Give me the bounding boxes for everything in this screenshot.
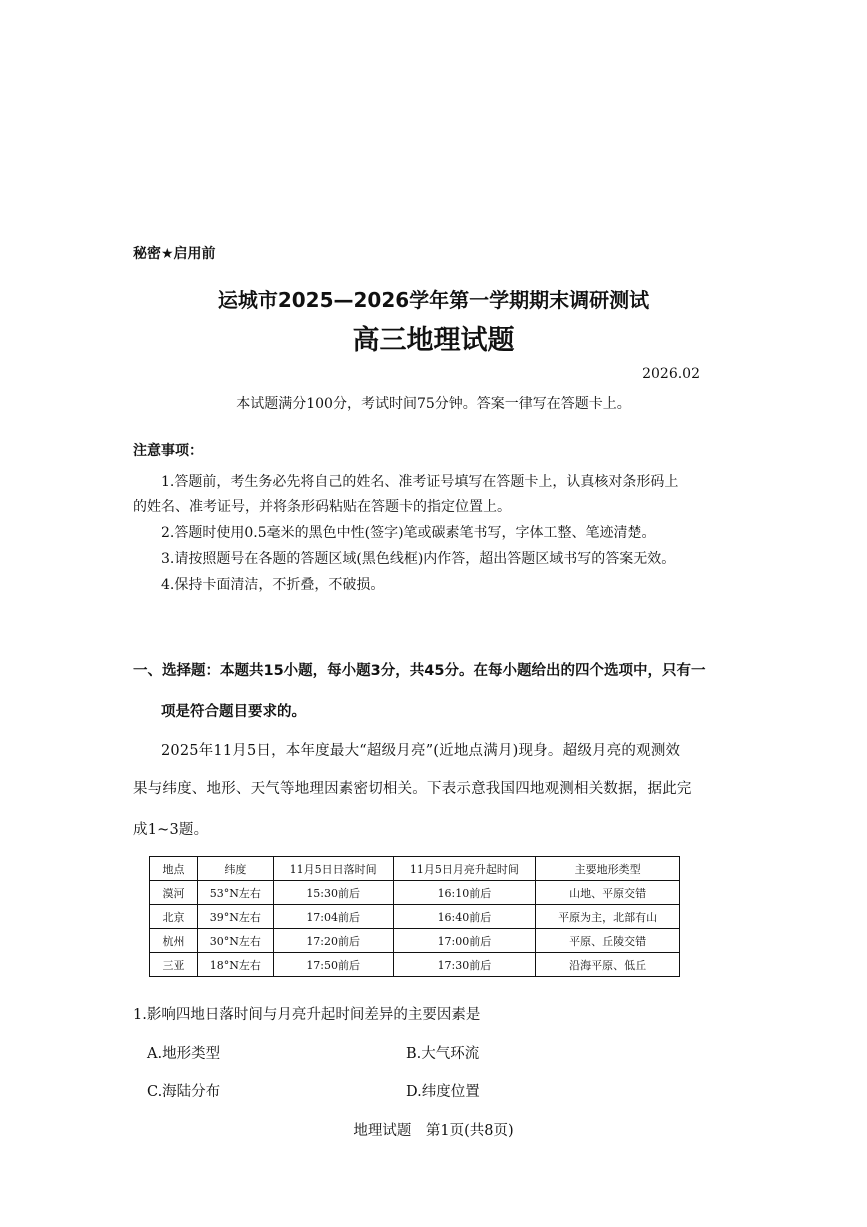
exam-title: 运城市2025—2026学年第一学期期末调研测试 <box>217 288 650 312</box>
table-header: 地点 <box>150 857 198 881</box>
table-cell: 53°N左右 <box>197 881 273 905</box>
option-a[interactable]: A.地形类型 <box>147 1046 221 1062</box>
table-cell: 杭州 <box>150 929 198 953</box>
table-cell: 16:10前后 <box>393 881 536 905</box>
table-cell: 漠河 <box>150 881 198 905</box>
table-cell: 平原、丘陵交错 <box>536 929 680 953</box>
observation-table <box>149 856 680 977</box>
table-row <box>150 953 680 977</box>
table-row <box>150 905 680 929</box>
table-cell: 沿海平原、低丘 <box>536 953 680 977</box>
exam-subtitle: 高三地理试题 <box>352 325 515 356</box>
table-header-row <box>150 857 680 881</box>
table-header: 11月5日月亮升起时间 <box>393 857 536 881</box>
question-1-stem: 1.影响四地日落时间与月亮升起时间差异的主要因素是 <box>133 1007 481 1023</box>
table-cell: 30°N左右 <box>197 929 273 953</box>
context-paragraph-line: 2025年11月5日，本年度最大“超级月亮”(近地点满月)现身。超级月亮的观测效 <box>161 743 681 759</box>
table-cell: 17:04前后 <box>273 905 393 929</box>
table-cell: 18°N左右 <box>197 953 273 977</box>
table-cell: 17:30前后 <box>393 953 536 977</box>
notice-line: 4.保持卡面清洁，不折叠，不破损。 <box>161 577 385 593</box>
table-cell: 15:30前后 <box>273 881 393 905</box>
section-heading-cont: 项是符合题目要求的。 <box>161 704 306 720</box>
notice-line: 1.答题前，考生务必先将自己的姓名、准考证号填写在答题卡上，认真核对条形码上 <box>161 474 679 490</box>
table-cell: 17:50前后 <box>273 953 393 977</box>
table-cell: 17:20前后 <box>273 929 393 953</box>
context-paragraph-line: 成1~3题。 <box>133 822 209 838</box>
notice-line: 2.答题时使用0.5毫米的黑色中性(签字)笔或碳素笔书写，字体工整、笔迹清楚。 <box>161 525 656 541</box>
table-row <box>150 929 680 953</box>
exam-intro: 本试题满分100分，考试时间75分钟。答案一律写在答题卡上。 <box>236 396 631 412</box>
table-cell: 39°N左右 <box>197 905 273 929</box>
table-cell: 17:00前后 <box>393 929 536 953</box>
table-cell: 三亚 <box>150 953 198 977</box>
exam-date: 2026.02 <box>642 366 700 382</box>
table-row <box>150 881 680 905</box>
context-paragraph-line: 果与纬度、地形、天气等地理因素密切相关。下表示意我国四地观测相关数据，据此完 <box>133 781 692 797</box>
table-header: 主要地形类型 <box>536 857 680 881</box>
table-cell: 北京 <box>150 905 198 929</box>
notice-line: 的姓名、准考证号，并将条形码粘贴在答题卡的指定位置上。 <box>133 499 511 515</box>
option-b[interactable]: B.大气环流 <box>406 1046 480 1062</box>
page-footer: 地理试题 第1页(共8页) <box>353 1123 514 1139</box>
confidential-label: 秘密★启用前 <box>133 246 216 262</box>
table-cell: 16:40前后 <box>393 905 536 929</box>
table-header: 11月5日日落时间 <box>273 857 393 881</box>
table-cell: 平原为主，北部有山 <box>536 905 680 929</box>
notice-title: 注意事项： <box>133 443 203 459</box>
table-header: 纬度 <box>197 857 273 881</box>
option-c[interactable]: C.海陆分布 <box>147 1084 221 1100</box>
notice-line: 3.请按照题号在各题的答题区域(黑色线框)内作答，超出答题区域书写的答案无效。 <box>161 551 676 567</box>
table-cell: 山地、平原交错 <box>536 881 680 905</box>
option-d[interactable]: D.纬度位置 <box>406 1084 480 1100</box>
section-heading: 一、选择题：本题共15小题，每小题3分，共45分。在每小题给出的四个选项中，只有一 <box>133 663 706 679</box>
